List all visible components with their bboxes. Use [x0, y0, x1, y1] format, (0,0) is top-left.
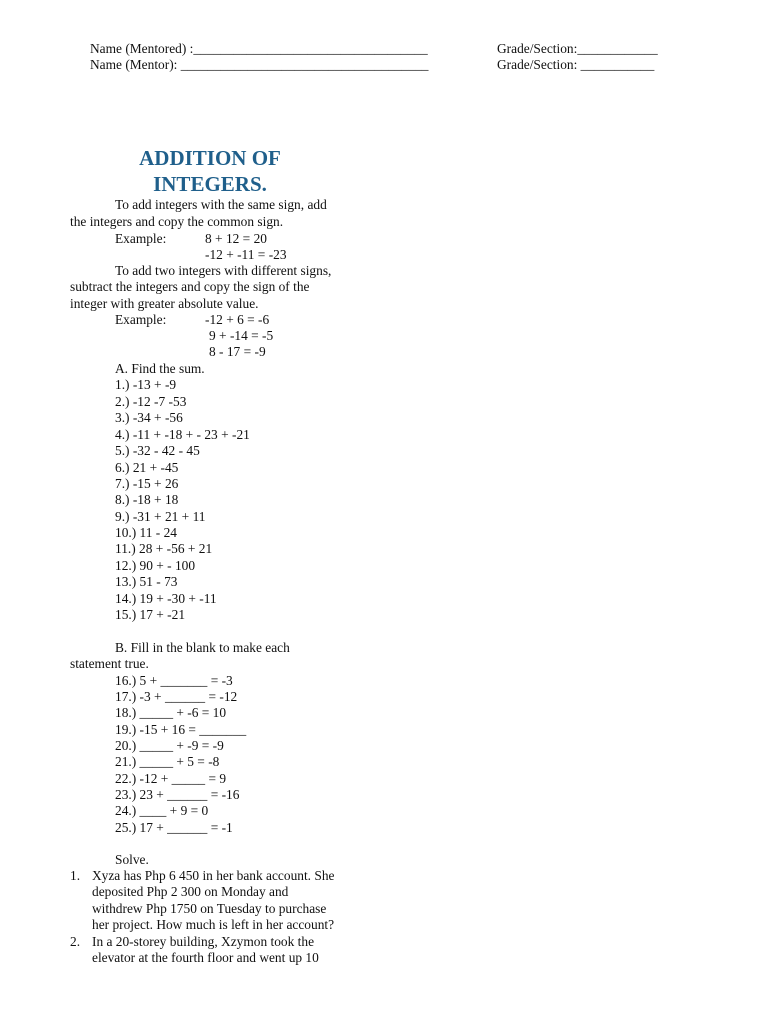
rule1-example-1: 8 + 12 = 20 [205, 231, 267, 246]
problem-2-line: elevator at the fourth floor and went up 10 [92, 950, 319, 965]
problem-1-line: Xyza has Php 6 450 in her bank account. She [92, 868, 335, 883]
rule2-example-3: 8 - 17 = -9 [209, 344, 266, 359]
rule2-example-2: 9 + -14 = -5 [209, 328, 274, 343]
problem-1-number: 1. [70, 868, 81, 883]
rule2-example-label: Example: [115, 312, 167, 327]
problem-1-line: deposited Php 2 300 on Monday and [92, 884, 289, 899]
part-a-item: 7.) -15 + 26 [115, 476, 179, 491]
part-b-heading-1: B. Fill in the blank to make each [115, 640, 290, 655]
part-b-item: 20.) _____ + -9 = -9 [115, 738, 224, 753]
part-a-item: 15.) 17 + -21 [115, 607, 186, 622]
part-b-item: 19.) -15 + 16 = _______ [115, 722, 247, 737]
grade-section-line-1: Grade/Section:____________ [497, 41, 658, 56]
part-b-item: 17.) -3 + ______ = -12 [115, 689, 238, 704]
grade-section-line-2: Grade/Section: ___________ [497, 57, 655, 72]
rule2-text-3: integer with greater absolute value. [70, 296, 259, 311]
part-b-item: 22.) -12 + _____ = 9 [115, 771, 227, 786]
problem-2-line: In a 20-storey building, Xzymon took the [92, 934, 315, 949]
part-a-heading: A. Find the sum. [115, 361, 205, 376]
rule1-example-2: -12 + -11 = -23 [205, 247, 287, 262]
problem-1-line: her project. How much is left in her account? [92, 917, 335, 932]
page-title-line-1: ADDITION OF [139, 146, 281, 170]
part-b-item: 23.) 23 + ______ = -16 [115, 787, 240, 802]
name-mentored-line: Name (Mentored) :___________________________________ [90, 41, 428, 56]
part-b-item: 16.) 5 + _______ = -3 [115, 673, 233, 688]
part-b-heading-2: statement true. [70, 656, 149, 671]
part-a-item: 3.) -34 + -56 [115, 410, 183, 425]
problem-2-number: 2. [70, 934, 81, 949]
part-b-item: 18.) _____ + -6 = 10 [115, 705, 227, 720]
part-a-item: 8.) -18 + 18 [115, 492, 179, 507]
part-a-item: 9.) -31 + 21 + 11 [115, 509, 206, 524]
part-a-item: 5.) -32 - 42 - 45 [115, 443, 200, 458]
page-title-line-2: INTEGERS. [153, 172, 267, 196]
problem-1-line: withdrew Php 1750 on Tuesday to purchase [92, 901, 327, 916]
part-a-item: 11.) 28 + -56 + 21 [115, 541, 213, 556]
part-a-item: 2.) -12 -7 -53 [115, 394, 187, 409]
rule1-text-2: the integers and copy the common sign. [70, 214, 284, 229]
rule1-example-label: Example: [115, 231, 167, 246]
part-a-item: 10.) 11 - 24 [115, 525, 177, 540]
part-a-item: 13.) 51 - 73 [115, 574, 178, 589]
part-a-item: 4.) -11 + -18 + - 23 + -21 [115, 427, 250, 442]
name-mentor-line: Name (Mentor): _____________________________________ [90, 57, 429, 72]
part-a-item: 6.) 21 + -45 [115, 460, 179, 475]
part-b-item: 25.) 17 + ______ = -1 [115, 820, 233, 835]
part-a-item: 1.) -13 + -9 [115, 377, 177, 392]
rule2-text-2: subtract the integers and copy the sign of the [70, 279, 310, 294]
part-a-item: 14.) 19 + -30 + -11 [115, 591, 217, 606]
solve-heading: Solve. [115, 852, 149, 867]
rule1-text-1: To add integers with the same sign, add [115, 197, 327, 212]
rule2-text-1: To add two integers with different signs, [115, 263, 332, 278]
part-b-item: 24.) ____ + 9 = 0 [115, 803, 209, 818]
rule2-example-1: -12 + 6 = -6 [205, 312, 270, 327]
part-a-item: 12.) 90 + - 100 [115, 558, 196, 573]
part-b-item: 21.) _____ + 5 = -8 [115, 754, 220, 769]
